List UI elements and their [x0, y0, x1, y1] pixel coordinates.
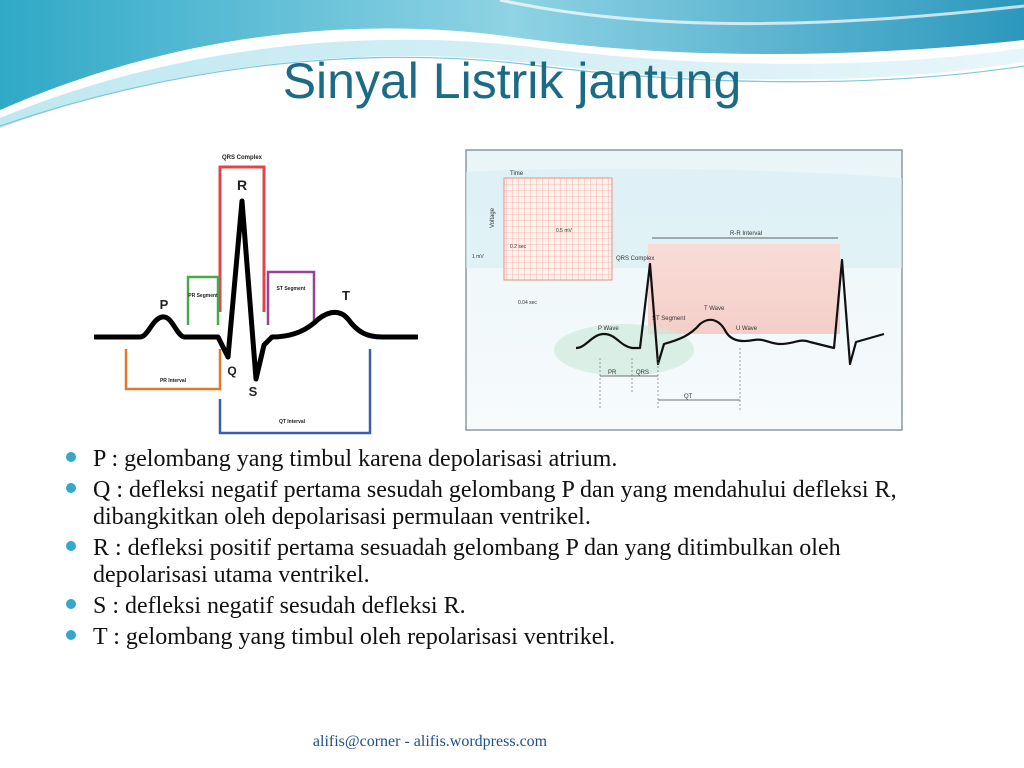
slide-title: Sinyal Listrik jantung: [282, 53, 742, 109]
list-item: R : defleksi positif pertama sesuadah gelombang P dan yang ditimbulkan oleh depolarisasi utama ventrikel.: [66, 535, 946, 589]
t-label: T: [342, 288, 350, 303]
ecg-labeled-waveform-diagram: [92, 137, 422, 437]
bullet-icon: [66, 452, 76, 462]
qrs-short-label: QRS: [636, 370, 650, 376]
time-label: Time: [510, 171, 524, 177]
rr-interval-label: R-R Interval: [729, 231, 763, 237]
pr-interval-label: PR Interval: [159, 378, 187, 384]
ecg-grid-waveform-diagram: [464, 148, 904, 432]
r-label: R: [236, 177, 248, 193]
bullet-icon: [66, 483, 76, 493]
st-segment-label: ST Segment: [276, 286, 306, 292]
bullet-icon: [66, 541, 76, 551]
bullet-icon: [66, 630, 76, 640]
list-item: P : gelombang yang timbul karena depolarisasi atrium.: [66, 446, 946, 473]
t-wave-label: T Wave: [704, 306, 725, 312]
grid-label-1: 0.2 sec: [510, 244, 527, 250]
st-segment-label: ST Segment: [652, 316, 686, 322]
s-label: S: [248, 384, 258, 399]
voltage-label: Voltage: [490, 207, 496, 228]
u-wave-label: U Wave: [736, 326, 758, 332]
pr-segment-label: PR Segment: [188, 293, 218, 299]
p-wave-label: P Wave: [598, 326, 619, 332]
list-item: T : gelombang yang timbul oleh repolarisasi ventrikel.: [66, 624, 946, 651]
p-label: P: [159, 297, 169, 312]
q-label: Q: [227, 364, 237, 378]
qrs-complex-label: QRS Complex: [616, 256, 655, 262]
grid-label-3: 1 mV: [472, 254, 484, 260]
pr-label: PR: [608, 370, 617, 376]
list-item: S : defleksi negatif sesudah defleksi R.: [66, 593, 946, 620]
grid-label-4: 0.04 sec: [518, 300, 537, 306]
definition-list: [66, 446, 946, 655]
grid-label-2: 0.5 mV: [556, 228, 572, 234]
bullet-icon: [66, 599, 76, 609]
list-item: Q : defleksi negatif pertama sesudah gelombang P dan yang mendahului defleksi R, dibangkitkan oleh depolarisasi permulaan ventrikel.: [66, 477, 946, 531]
qt-interval-label: QT Interval: [278, 419, 306, 425]
qt-label: QT: [684, 394, 693, 400]
qrs-complex-label: QRS Complex: [221, 155, 263, 161]
slide-footer: alifis@corner - alifis.wordpress.com: [312, 733, 548, 750]
